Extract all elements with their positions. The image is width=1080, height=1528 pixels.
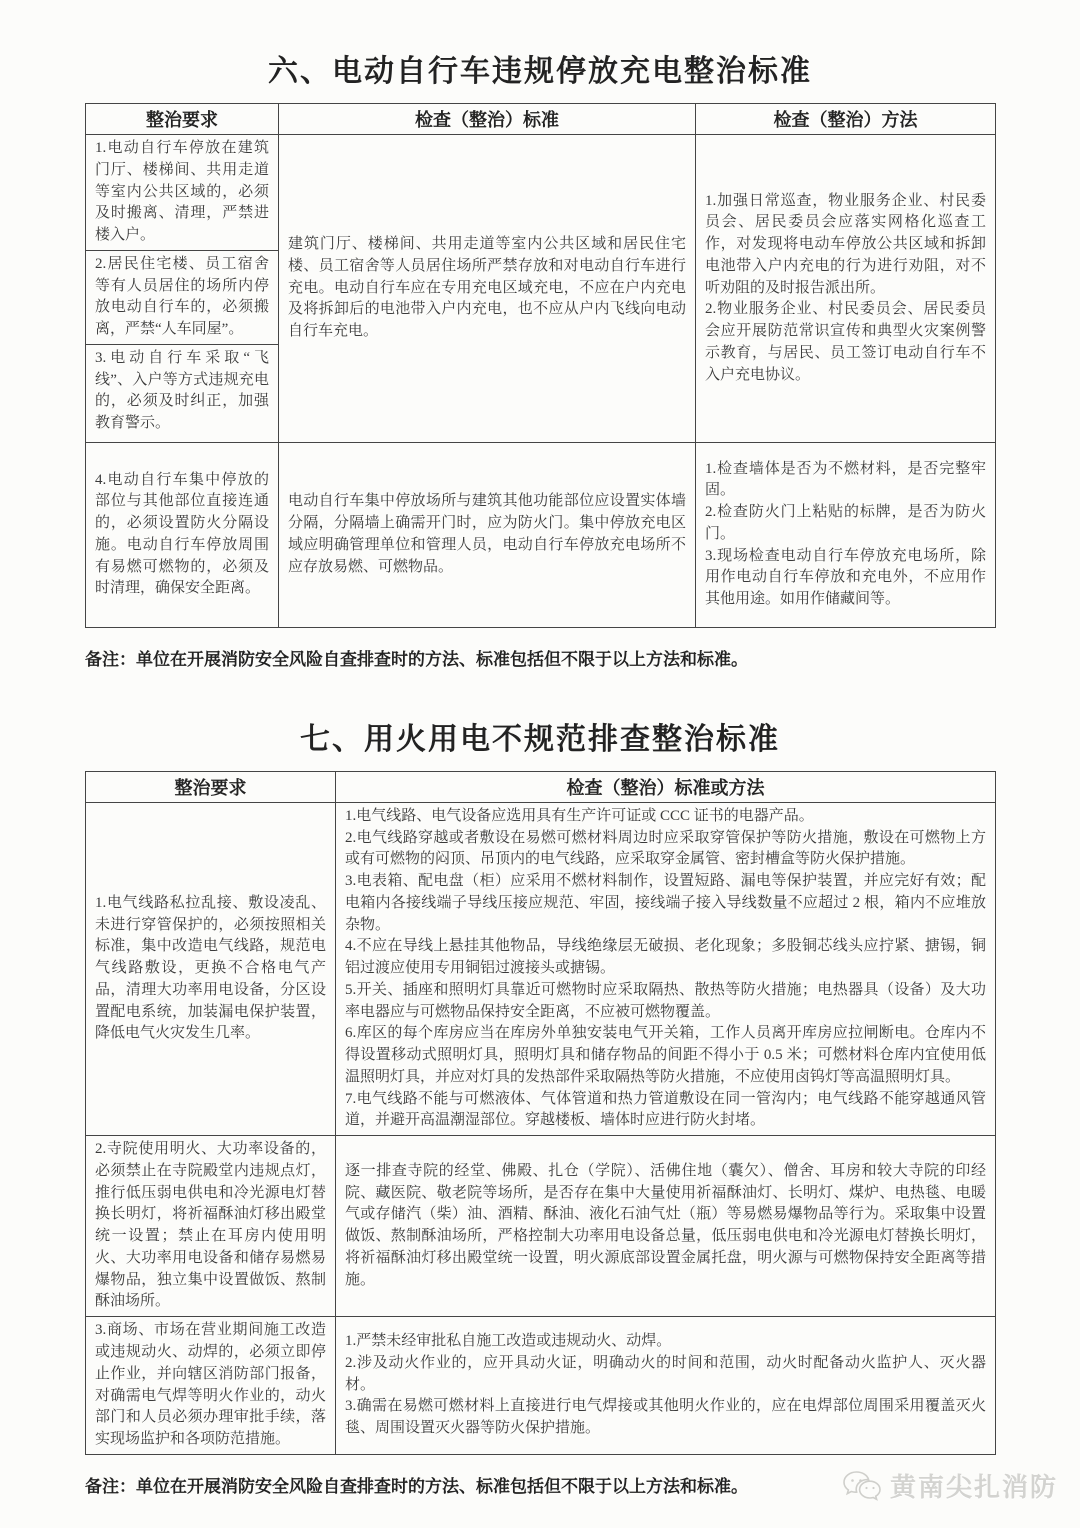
standard-item: 2.涉及动火作业的，应开具动火证，明确动火的时间和范围，动火时配备动火监护人、灭火器材。 <box>345 1354 986 1393</box>
watermark <box>842 1467 1058 1504</box>
section6-note: 备注：单位在开展消防安全风险自查排查时的方法、标准包括但不限于以上方法和标准。 <box>85 649 748 669</box>
standard-item: 3.确需在易燃可燃材料上直接进行电气焊接或其他明火作业的，应在电焊部位周围采用覆盖灭火毯、周围设置灭火器等防火保护措施。 <box>345 1398 986 1437</box>
method-item: 2.检查防火门上粘贴的标牌，是否为防火门。 <box>705 504 986 542</box>
requirement-cell: 2.居民住宅楼、员工宿舍等有人员居住的场所内停放电动自行车的，必须搬离，严禁“人车同屋”。 <box>86 250 279 344</box>
table-row <box>86 442 996 627</box>
table-row <box>86 135 996 251</box>
requirement-cell: 2.寺院使用明火、大功率设备的，必须禁止在寺院殿堂内违规点灯，推行低压弱电供电和冷光源电灯替换长明灯，将祈福酥油灯移出殿堂统一设置；禁止在耳房内使用明火、大功率用电设备和储存易燃易爆物品，独立集中设置做饭、熬制酥油场所。 <box>86 1136 336 1317</box>
column-header-standards-methods: 检查（整治）标准或方法 <box>336 771 996 802</box>
column-header-requirements: 整治要求 <box>86 104 279 135</box>
standard-cell <box>336 1317 996 1455</box>
standard-item: 逐一排查寺院的经堂、佛殿、扎仓（学院）、活佛住地（囊欠）、僧舍、耳房和较大寺院的印经院、藏医院、敬老院等场所，是否存在集中大量使用祈福酥油灯、长明灯、煤炉、电热毯、电暖气或存储汽（柴）油、酒精、酥油、液化石油气灶（瓶）等易燃易爆物品等行为。采取集中设置做饭、熬制酥油场所，严格控制大功率用电设备总量，低压弱电供电和冷光源电灯替换长明灯，将祈福酥油灯移出殿堂统一设置，明火源底部设置金属托盘，明火源与可燃物保持安全距离等措施。 <box>345 1162 986 1288</box>
requirement-cell: 3.商场、市场在营业期间施工改造或违规动火、动焊的，必须立即停止作业，并向辖区消防部门报备，对确需电气焊等明火作业的，动火部门和人员必须办理审批手续，落实现场监护和各项防范措施。 <box>86 1317 336 1455</box>
requirement-cell: 3.电动自行车采取“飞线”、入户等方式违规充电的，必须及时纠正，加强教育警示。 <box>86 344 279 442</box>
section6-title: 六、电动自行车违规停放充电整治标准 <box>268 55 812 88</box>
method-cell <box>696 135 996 443</box>
section7-table <box>85 771 996 1455</box>
section7-title: 七、用火用电不规范排查整治标准 <box>300 722 780 756</box>
table-row <box>86 802 996 1135</box>
table-header-row <box>86 771 996 802</box>
column-header-methods: 检查（整治）方法 <box>696 104 996 135</box>
requirement-cell: 4.电动自行车集中停放的部位与其他部位直接连通的，必须设置防火分隔设施。电动自行车停放周围有易燃可燃物的，必须及时清理，确保安全距离。 <box>86 442 279 627</box>
table-row <box>86 1136 996 1317</box>
section7-note: 备注：单位在开展消防安全风险自查排查时的方法、标准包括但不限于以上方法和标准。 <box>85 1477 748 1496</box>
method-cell <box>696 442 996 627</box>
requirement-cell: 1.电气线路私拉乱接、敷设凌乱、未进行穿管保护的，必须按照相关标准，集中改造电气线路，规范电气线路敷设，更换不合格电气产品，清理大功率用电设备，分区设置配电系统，加装漏电保护装置，降低电气火灾发生几率。 <box>86 802 336 1135</box>
requirement-cell: 1.电动自行车停放在建筑门厅、楼梯间、共用走道等室内公共区域的，必须及时搬离、清理，严禁进楼入户。 <box>86 135 279 251</box>
standard-cell: 建筑门厅、楼梯间、共用走道等室内公共区域和居民住宅楼、员工宿舍等人员居住场所严禁存放和对电动自行车进行充电。电动自行车应在专用充电区域充电，不应在户内充电及将拆卸后的电池带入户内充电，也不应从户内飞线向电动自行车充电。 <box>279 135 696 443</box>
standard-item: 7.电气线路不能与可燃液体、气体管道和热力管道敷设在同一管沟内；电气线路不能穿越通风管道，并避开高温潮湿部位。穿越楼板、墙体时应进行防火封堵。 <box>345 1090 986 1129</box>
standard-item: 1.严禁未经审批私自施工改造或违规动火、动焊。 <box>345 1333 672 1350</box>
column-header-standards: 检查（整治）标准 <box>279 104 696 135</box>
standard-item: 5.开关、插座和照明灯具靠近可燃物时应采取隔热、散热等防火措施；电热器具（设备）及大功率电器应与可燃物品保持安全距离，不应被可燃物覆盖。 <box>345 981 986 1020</box>
method-item: 3.现场检查电动自行车停放充电场所，除用作电动自行车停放和充电外，不应用作其他用途。如用作储藏间等。 <box>705 547 986 608</box>
standard-cell: 电动自行车集中停放场所与建筑其他功能部位应设置实体墙分隔，分隔墙上确需开门时，应为防火门。集中停放充电区域应明确管理单位和管理人员，电动自行车停放充电场所不应存放易燃、可燃物品。 <box>279 442 696 627</box>
standard-item: 1.电气线路、电气设备应选用具有生产许可证或 CCC 证书的电器产品。 <box>345 807 814 824</box>
standard-item: 4.不应在导线上悬挂其他物品，导线绝缘层无破损、老化现象；多股铜芯线头应拧紧、搪锡，铜铝过渡应使用专用铜铝过渡接头或搪锡。 <box>345 938 986 976</box>
column-header-requirements: 整治要求 <box>86 771 336 802</box>
table-header-row <box>86 104 996 135</box>
method-item: 1.检查墙体是否为不燃材料，是否完整牢固。 <box>705 460 986 499</box>
standard-cell <box>336 1136 996 1317</box>
standard-item: 3.电表箱、配电盘（柜）应采用不燃材料制作，设置短路、漏电等保护装置，并应完好有效；配电箱内各接线端子导线压接应规范、牢固，接线端子接入导线数量不应超过 2 根，箱内不应堆放杂物。 <box>345 873 986 933</box>
section6-table <box>85 103 996 628</box>
standard-item: 2.电气线路穿越或者敷设在易燃可燃材料周边时应采取穿管保护等防火措施，敷设在可燃物上方或有可燃物的闷顶、吊顶内的电气线路，应采取穿金属管、密封槽盒等防火保护措施。 <box>345 829 986 868</box>
method-item: 1.加强日常巡查，物业服务企业、村民委员会、居民委员会应落实网格化巡查工作，对发现将电动车停放公共区域和拆卸电池带入户内充电的行为进行劝阻，对不听劝阻的及时报告派出所。 <box>705 192 986 296</box>
standard-cell <box>336 802 996 1135</box>
table-row <box>86 1317 996 1455</box>
wechat-icon <box>842 1469 882 1503</box>
standard-item: 6.库区的每个库房应当在库房外单独安装电气开关箱，工作人员离开库房应拉闸断电。仓库内不得设置移动式照明灯具，照明灯具和储存物品的间距不得小于 0.5 米；可燃材料仓库内宜使用低温照明灯具，并应对灯具的发热部件采取隔热等防火措施，不应使用卤钨灯等高温照明灯具。 <box>345 1025 986 1085</box>
watermark-text: 黄南尖扎消防 <box>889 1472 1058 1502</box>
method-item: 2.物业服务企业、村民委员会、居民委员会应开展防范常识宣传和典型火灾案例警示教育，与居民、员工签订电动自行车不入户充电协议。 <box>705 301 986 383</box>
